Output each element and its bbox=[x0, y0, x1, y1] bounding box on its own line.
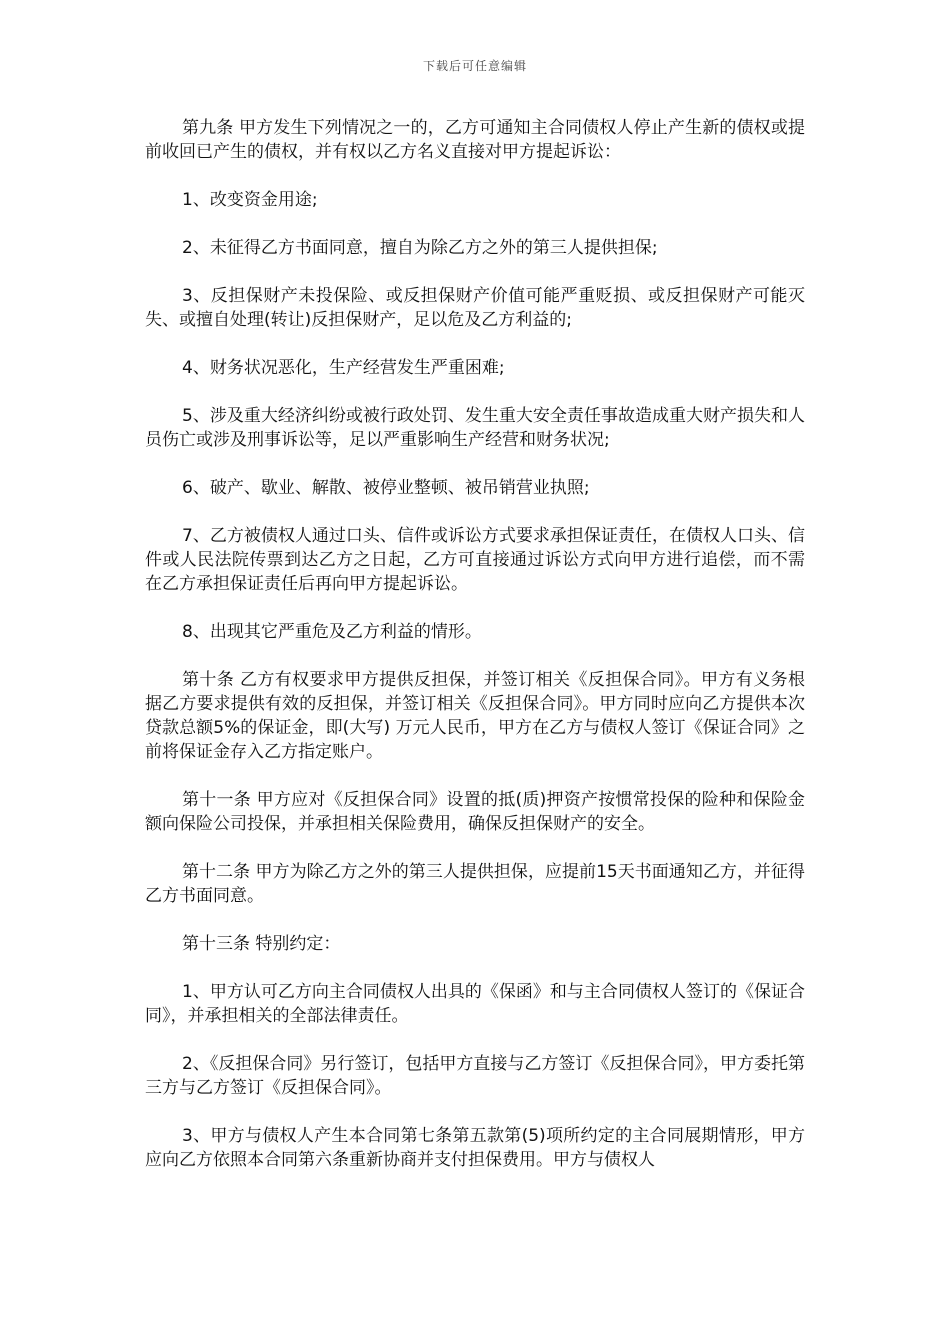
clause-9-item-3: 3、反担保财产未投保险、或反担保财产价值可能严重贬损、或反担保财产可能灭失、或擅自处理(转让)反担保财产，足以危及乙方利益的; bbox=[145, 286, 805, 330]
clause-9-intro: 第九条 甲方发生下列情况之一的，乙方可通知主合同债权人停止产生新的债权或提前收回已产生的债权，并有权以乙方名义直接对甲方提起诉讼： bbox=[145, 118, 805, 162]
clause-13-item-3: 3、甲方与债权人产生本合同第七条第五款第(5)项所约定的主合同展期情形，甲方应向乙方依照本合同第六条重新协商并支付担保费用。甲方与债权人 bbox=[145, 1126, 805, 1170]
header-note: 下载后可任意编辑 bbox=[422, 59, 527, 73]
clause-13-item-1: 1、甲方认可乙方向主合同债权人出具的《保函》和与主合同债权人签订的《保证合同》，并承担相关的全部法律责任。 bbox=[145, 982, 805, 1026]
clause-9-item-1: 1、改变资金用途; bbox=[182, 190, 318, 210]
clause-9-item-4: 4、财务状况恶化，生产经营发生严重困难; bbox=[182, 358, 505, 378]
clause-12: 第十二条 甲方为除乙方之外的第三人提供担保，应提前15天书面通知乙方，并征得乙方书面同意。 bbox=[145, 862, 805, 906]
clause-9-item-8: 8、出现其它严重危及乙方利益的情形。 bbox=[182, 622, 482, 642]
clause-9-item-6: 6、破产、歇业、解散、被停业整顿、被吊销营业执照; bbox=[182, 478, 590, 498]
clause-9-item-5: 5、涉及重大经济纠纷或被行政处罚、发生重大安全责任事故造成重大财产损失和人员伤亡或涉及刑事诉讼等，足以严重影响生产经营和财务状况; bbox=[145, 406, 805, 450]
clause-13-heading: 第十三条 特别约定： bbox=[182, 934, 341, 954]
clause-11: 第十一条 甲方应对《反担保合同》设置的抵(质)押资产按惯常投保的险种和保险金额向保险公司投保，并承担相关保险费用，确保反担保财产的安全。 bbox=[145, 790, 805, 834]
clause-10: 第十条 乙方有权要求甲方提供反担保，并签订相关《反担保合同》。甲方有义务根据乙方要求提供有效的反担保，并签订相关《反担保合同》。甲方同时应向乙方提供本次贷款总额5%的保证金，即(大写) 万元人民币，甲方在乙方与债权人签订《保证合同》之前将保证金存入乙方指定账户。 bbox=[145, 670, 805, 762]
clause-13-item-2: 2、《反担保合同》另行签订，包括甲方直接与乙方签订《反担保合同》，甲方委托第三方与乙方签订《反担保合同》。 bbox=[145, 1054, 805, 1098]
document-body bbox=[145, 116, 805, 1196]
clause-9-item-2: 2、未征得乙方书面同意，擅自为除乙方之外的第三人提供担保; bbox=[182, 238, 658, 258]
clause-9-item-7: 7、乙方被债权人通过口头、信件或诉讼方式要求承担保证责任，在债权人口头、信件或人民法院传票到达乙方之日起，乙方可直接通过诉讼方式向甲方进行追偿，而不需在乙方承担保证责任后再向甲方提起诉讼。 bbox=[145, 526, 805, 594]
